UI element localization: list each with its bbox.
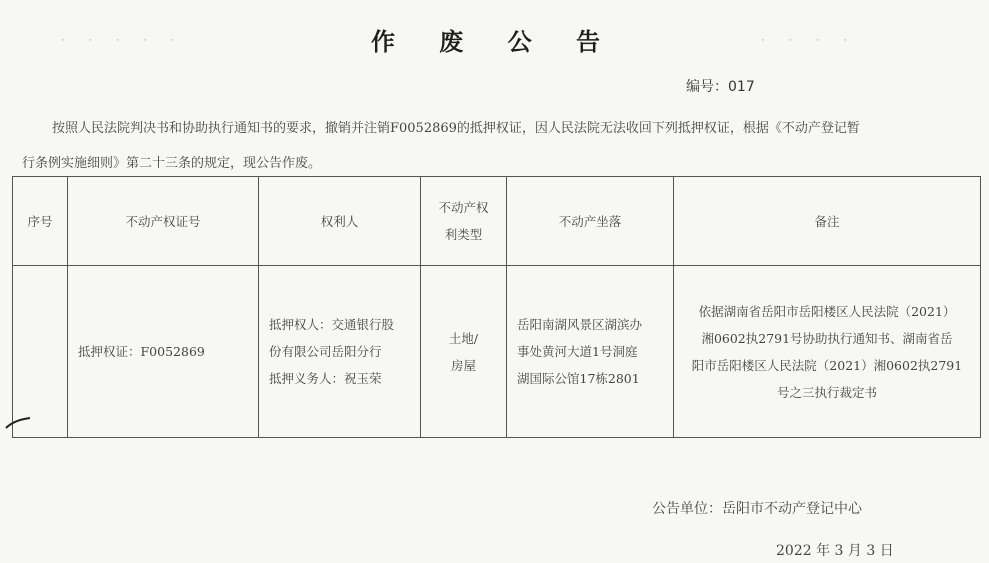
holder-line: 抵押义务人：祝玉荣 — [269, 371, 382, 386]
cell-location — [507, 266, 674, 438]
holder-line: 抵押权人：交通银行股 — [269, 317, 395, 332]
remarks-line: 号之三执行裁定书 — [776, 384, 877, 400]
pen-stroke-mark — [4, 414, 34, 434]
scan-bleed: · · · · · — [60, 30, 184, 51]
cell-holder — [259, 266, 421, 438]
remarks-line: 阳市岳阳楼区人民法院（2021）湘0602执2791 — [691, 357, 963, 373]
type-line: 土地/ — [448, 330, 479, 346]
notice-paragraph-line-1: 按照人民法院判决书和协助执行通知书的要求，撤销并注销F0052869的抵押权证，因人民法院无法收回下列抵押权证，根据《不动产登记暂 — [52, 121, 860, 136]
type-line: 房屋 — [450, 357, 476, 373]
issue-date: 2022 年 3 月 3 日 — [776, 543, 894, 559]
header-right-type — [421, 177, 507, 266]
remarks-line: 湘0602执2791号协助执行通知书、湖南省岳 — [701, 330, 953, 346]
remarks-line: 依据湖南省岳阳市岳阳楼区人民法院（2021） — [698, 303, 956, 319]
header-holder: 权利人 — [259, 177, 421, 266]
cell-right-type — [421, 266, 507, 438]
cell-cert-no: 抵押权证：F0052869 — [68, 266, 259, 438]
header-index: 序号 — [13, 177, 68, 266]
header-right-type-line1: 不动产权 — [438, 200, 489, 215]
header-cert-no: 不动产权证号 — [68, 177, 259, 266]
holder-line: 份有限公司岳阳分行 — [269, 344, 382, 359]
page-title: 作 废 公 告 — [370, 28, 619, 56]
header-right-type-line2: 利类型 — [444, 227, 483, 242]
header-location: 不动产坐落 — [507, 177, 674, 266]
document-number: 编号：017 — [686, 79, 755, 95]
header-remarks: 备注 — [674, 177, 981, 266]
location-line: 岳阳南湖风景区湖滨办 — [517, 317, 643, 332]
scan-bleed: · · · · — [760, 30, 857, 51]
cell-remarks — [674, 266, 981, 438]
cell-index — [13, 266, 68, 438]
cancellation-table — [12, 176, 981, 438]
notice-paragraph-line-2: 行条例实施细则》第二十三条的规定，现公告作废。 — [22, 156, 322, 171]
location-line: 事处黄河大道1号洞庭 — [517, 344, 638, 359]
issuing-unit: 公告单位：岳阳市不动产登记中心 — [652, 501, 862, 517]
location-line: 湖国际公馆17栋2801 — [517, 371, 640, 386]
table-row — [13, 266, 981, 438]
table-header-row — [13, 177, 981, 266]
